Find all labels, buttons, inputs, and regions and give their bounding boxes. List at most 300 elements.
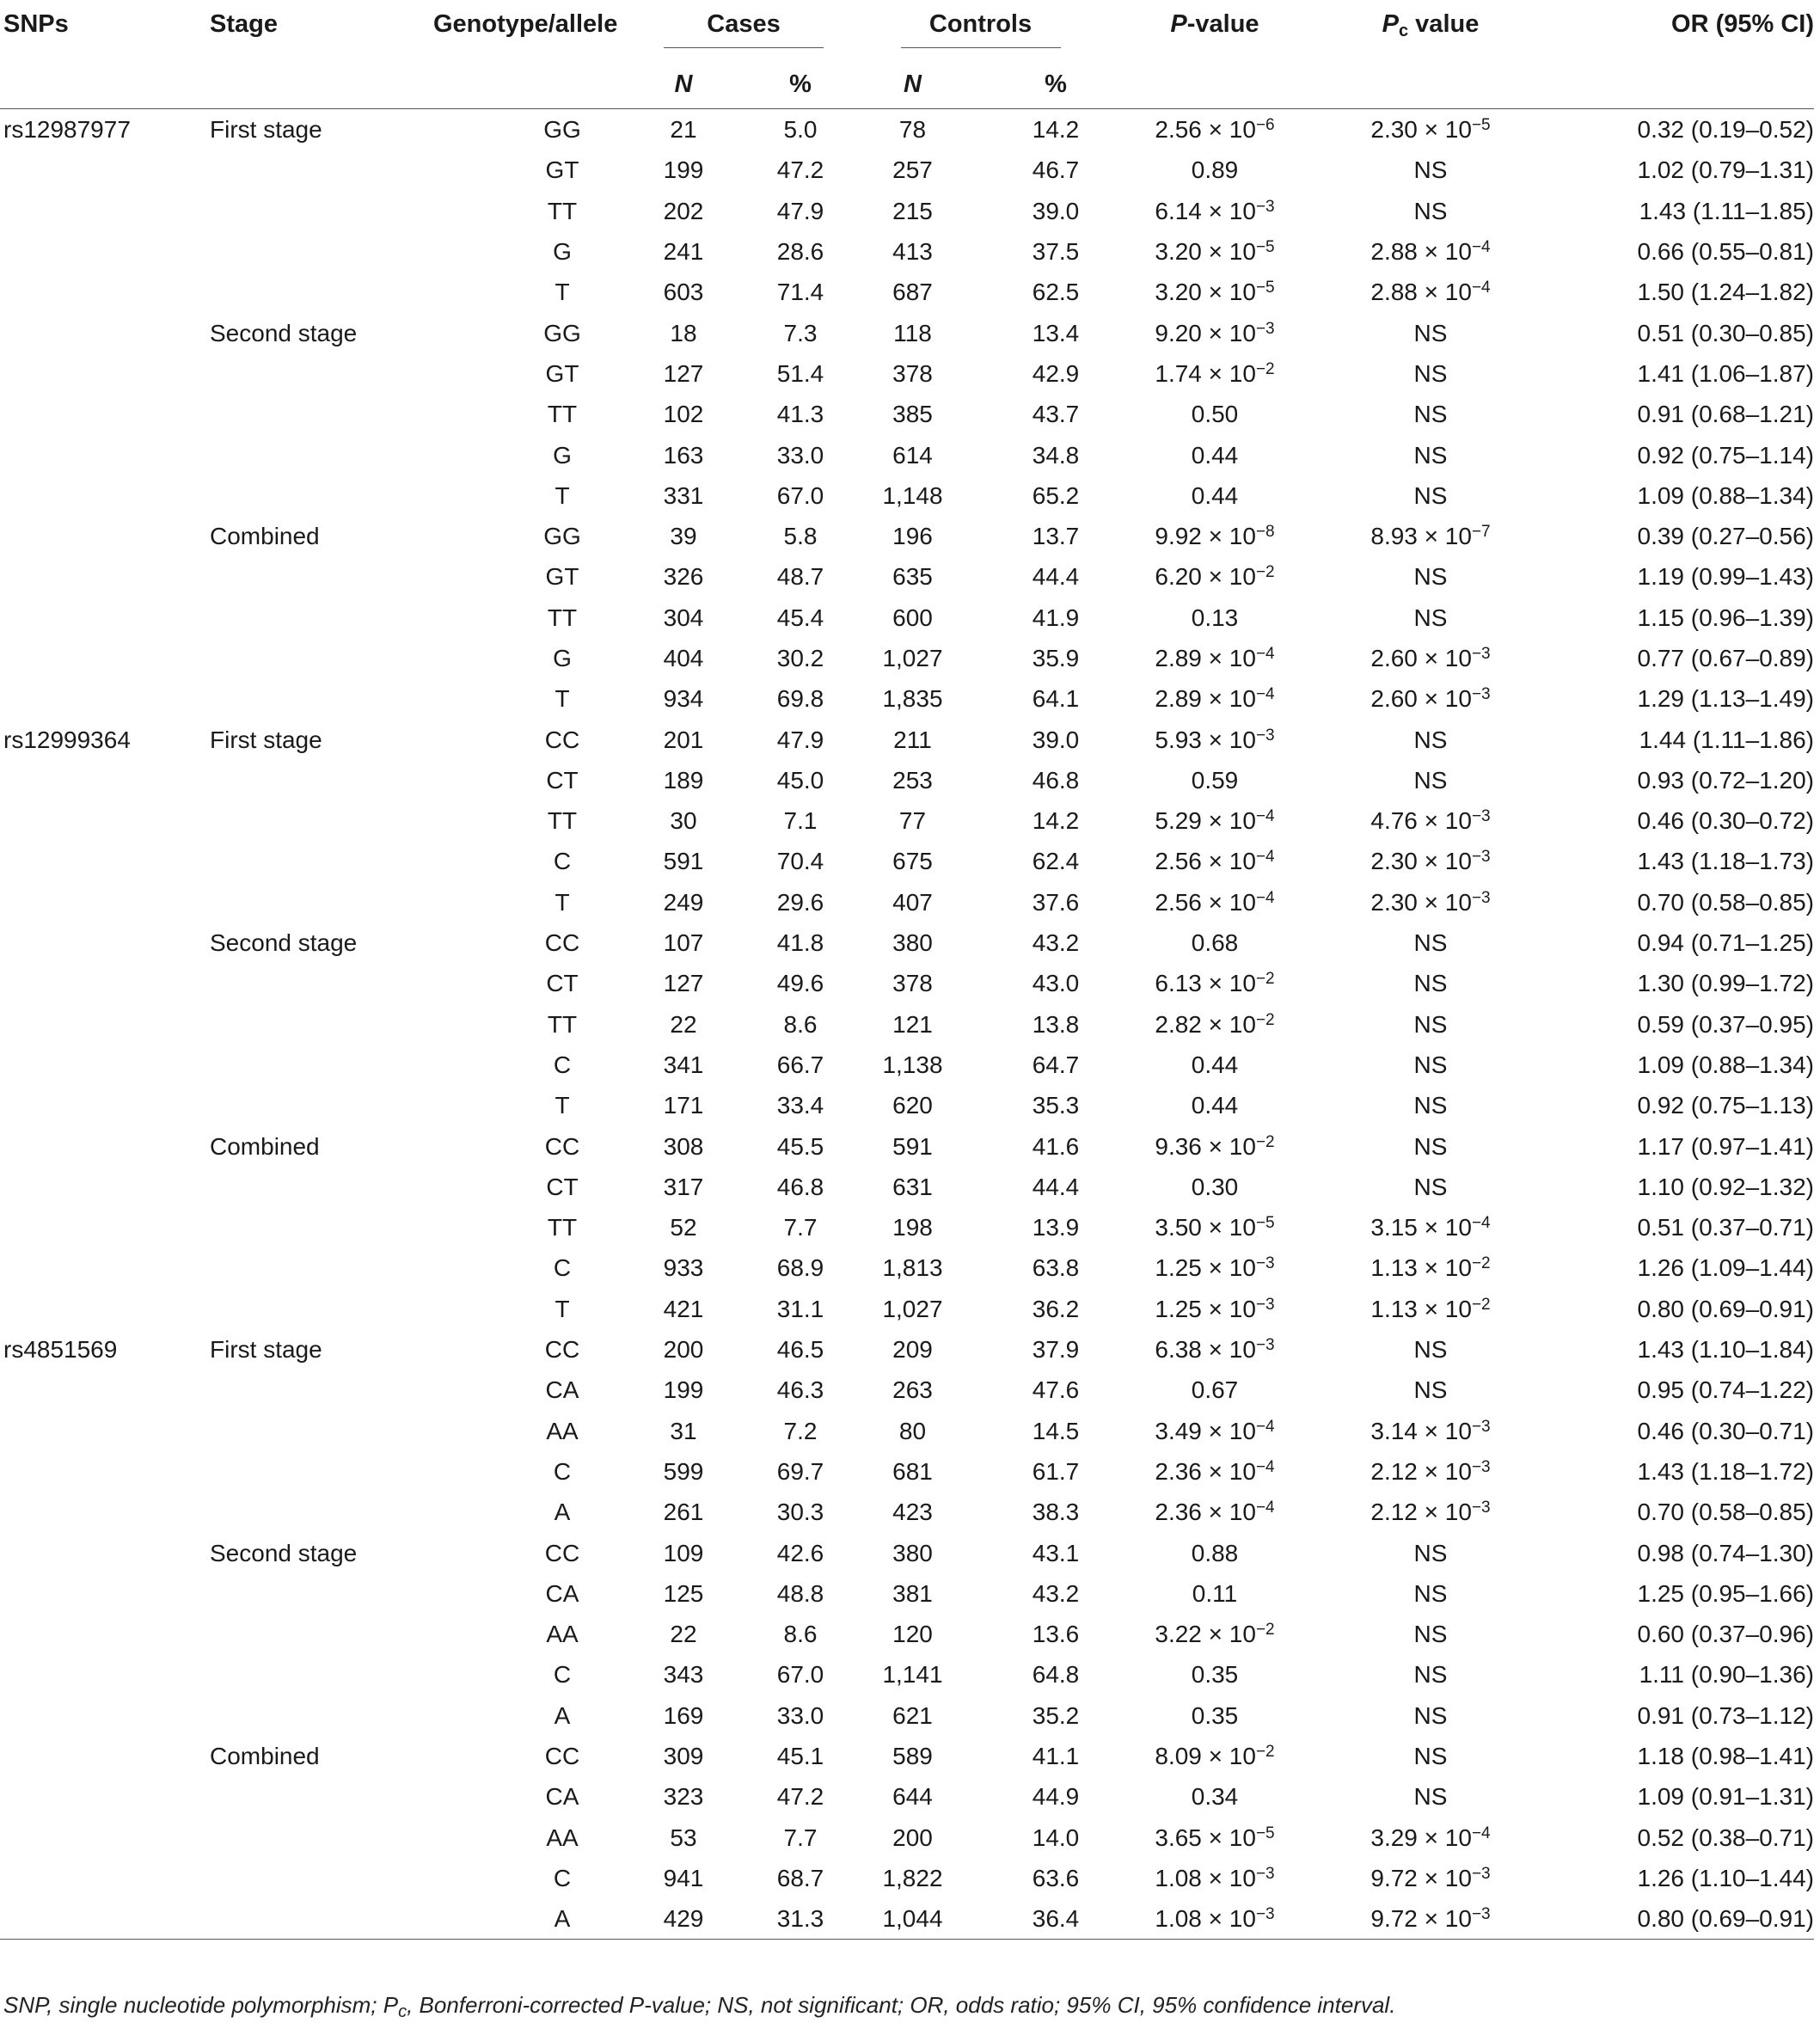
table-row: [0, 1736, 1814, 1776]
table-row: [0, 1085, 1814, 1125]
cell-or: 1.50 (1.24–1.82): [1637, 279, 1814, 306]
cell-genotype: TT: [547, 1214, 578, 1241]
pc-base: NS: [1413, 1092, 1448, 1119]
cell-or: 1.43 (1.18–1.73): [1637, 848, 1814, 875]
cell-pvalue: [1110, 1247, 1320, 1288]
pc-base: 9.72 × 10: [1370, 1864, 1472, 1891]
header-cases-n: N: [636, 60, 722, 109]
cell-or: 0.91 (0.73–1.12): [1637, 1701, 1814, 1729]
pvalue-exponent: −2: [1255, 1132, 1275, 1151]
cell-stage: [210, 963, 428, 1003]
cell-controls-pct: 64.1: [1032, 685, 1080, 713]
pvalue-base: 0.35: [1191, 1701, 1239, 1729]
cell-snp: [0, 1898, 210, 1940]
pvalue-base: 6.13 × 10: [1155, 970, 1256, 997]
pvalue-exponent: −4: [1255, 848, 1275, 867]
cell-pc-value: [1320, 231, 1541, 272]
cell-cases-pct: 8.6: [783, 1621, 818, 1648]
cell-cases-n: 934: [663, 685, 704, 713]
cell-stage: First stage: [210, 1336, 322, 1364]
cell-cases-n: 317: [663, 1173, 704, 1200]
pvalue-exponent: −3: [1255, 197, 1275, 216]
cell-cases-pct: 68.9: [776, 1254, 824, 1282]
cell-controls-pct: 13.6: [1032, 1621, 1080, 1648]
pc-exponent: −3: [1471, 1417, 1491, 1436]
cell-controls-pct: 41.9: [1032, 604, 1080, 631]
pc-exponent: −4: [1471, 1824, 1491, 1842]
cell-genotype: C: [553, 1051, 572, 1078]
pc-exponent: −4: [1471, 279, 1491, 297]
pvalue-base: 0.44: [1191, 1051, 1239, 1078]
cell-genotype: T: [555, 685, 570, 713]
cell-cases-n: 261: [663, 1499, 704, 1526]
cell-pc-value: [1320, 1695, 1541, 1736]
cell-cases-pct: 68.7: [776, 1864, 824, 1891]
cell-controls-n: 121: [892, 1010, 933, 1038]
pvalue-exponent: −5: [1255, 238, 1275, 257]
pvalue-base: 3.50 × 10: [1155, 1214, 1256, 1241]
cell-or: 0.66 (0.55–0.81): [1637, 238, 1814, 266]
cell-genotype: TT: [547, 1010, 578, 1038]
cell-genotype: TT: [547, 604, 578, 631]
cell-pvalue: [1110, 109, 1320, 150]
cell-stage: Second stage: [210, 1539, 358, 1566]
pc-base: NS: [1413, 1743, 1448, 1770]
cell-cases-pct: 29.6: [776, 888, 824, 916]
cell-genotype: C: [553, 1254, 572, 1282]
cell-or: 1.44 (1.11–1.86): [1639, 726, 1814, 753]
cell-controls-pct: 38.3: [1032, 1499, 1080, 1526]
cell-cases-pct: 7.3: [783, 319, 818, 346]
cell-stage: [210, 272, 428, 312]
cell-snp: [0, 800, 210, 841]
cell-cases-pct: 45.5: [776, 1132, 824, 1160]
cell-controls-n: 196: [892, 523, 933, 550]
header-spacer: [1541, 60, 1814, 109]
cell-genotype: C: [553, 848, 572, 875]
table-row: [0, 1451, 1814, 1492]
header-pc-rest: value: [1408, 10, 1480, 38]
cell-stage: [210, 556, 428, 597]
header-spacer: [210, 60, 428, 109]
cell-controls-pct: 43.0: [1032, 970, 1080, 997]
cell-snp: [0, 434, 210, 475]
header-genotype: Genotype/allele: [433, 10, 618, 38]
cell-controls-pct: 41.1: [1032, 1743, 1080, 1770]
cell-snp: [0, 1370, 210, 1410]
pc-exponent: −4: [1471, 1214, 1491, 1233]
cell-stage: First stage: [210, 116, 322, 144]
cell-pc-value: [1320, 312, 1541, 352]
cell-pvalue: [1110, 150, 1320, 190]
pc-base: 9.72 × 10: [1370, 1905, 1472, 1933]
cell-cases-pct: 46.5: [776, 1336, 824, 1364]
cell-snp: [0, 1004, 210, 1045]
cell-genotype: CA: [545, 1579, 579, 1607]
table-row: [0, 1532, 1814, 1572]
cell-pvalue: [1110, 1817, 1320, 1857]
cell-snp: [0, 272, 210, 312]
cell-pvalue: [1110, 1451, 1320, 1492]
cell-cases-pct: 33.4: [776, 1092, 824, 1119]
cell-stage: [210, 1776, 428, 1817]
cell-pvalue: [1110, 434, 1320, 475]
pvalue-base: 0.59: [1191, 766, 1239, 794]
cell-controls-n: 200: [892, 1824, 933, 1851]
cell-stage: [210, 434, 428, 475]
table-row: [0, 150, 1814, 190]
cell-pc-value: [1320, 1289, 1541, 1329]
cell-stage: [210, 1370, 428, 1410]
pc-base: NS: [1413, 1539, 1448, 1566]
cell-cases-n: 18: [670, 319, 697, 346]
cell-controls-n: 77: [898, 807, 927, 835]
cell-controls-pct: 39.0: [1032, 726, 1080, 753]
cell-controls-n: 118: [893, 319, 932, 346]
cell-stage: Combined: [210, 523, 320, 550]
pvalue-exponent: −8: [1255, 523, 1275, 542]
cell-cases-pct: 47.9: [776, 197, 824, 224]
cell-pc-value: [1320, 1654, 1541, 1695]
pvalue-exponent: −4: [1255, 1457, 1275, 1476]
cell-genotype: CC: [544, 1336, 580, 1364]
pvalue-exponent: −2: [1255, 563, 1275, 582]
cell-stage: [210, 191, 428, 231]
cell-cases-pct: 7.7: [783, 1214, 818, 1241]
cell-pvalue: [1110, 394, 1320, 434]
cell-controls-n: 591: [892, 1132, 933, 1160]
pc-base: 8.93 × 10: [1370, 523, 1472, 550]
cell-genotype: CA: [545, 1376, 579, 1404]
cell-snp: [0, 1654, 210, 1695]
cell-controls-pct: 44.4: [1032, 563, 1080, 591]
cell-pvalue: [1110, 678, 1320, 719]
cell-pvalue: [1110, 963, 1320, 1003]
cell-stage: [210, 1085, 428, 1125]
cell-pvalue: [1110, 882, 1320, 923]
cell-pc-value: [1320, 1207, 1541, 1247]
cell-genotype: A: [554, 1701, 571, 1729]
cell-or: 0.94 (0.71–1.25): [1637, 929, 1814, 957]
pvalue-base: 1.25 × 10: [1155, 1254, 1256, 1282]
table-row: [0, 1411, 1814, 1451]
pvalue-base: 3.20 × 10: [1155, 238, 1256, 266]
cell-controls-n: 78: [898, 116, 927, 144]
pc-base: 2.12 × 10: [1370, 1499, 1472, 1526]
cell-or: 1.41 (1.06–1.87): [1637, 359, 1814, 387]
cell-pc-value: [1320, 1817, 1541, 1857]
cell-or: 1.10 (0.92–1.32): [1637, 1173, 1814, 1200]
table-row: [0, 231, 1814, 272]
cell-stage: [210, 1004, 428, 1045]
snp-association-table: [0, 10, 1814, 1940]
pvalue-base: 9.92 × 10: [1155, 523, 1256, 550]
cell-snp: [0, 1573, 210, 1614]
cell-or: 0.46 (0.30–0.72): [1637, 807, 1814, 835]
cell-pc-value: [1320, 1004, 1541, 1045]
cell-controls-n: 1,027: [882, 1295, 943, 1322]
cell-controls-n: 1,822: [882, 1864, 943, 1891]
cell-cases-n: 21: [670, 116, 697, 144]
cell-snp: [0, 1614, 210, 1654]
cell-snp: [0, 475, 210, 516]
cell-pvalue: [1110, 475, 1320, 516]
pvalue-base: 1.08 × 10: [1155, 1864, 1256, 1891]
pvalue-base: 0.30: [1191, 1173, 1239, 1200]
cell-pc-value: [1320, 963, 1541, 1003]
cell-or: 0.80 (0.69–0.91): [1637, 1295, 1814, 1322]
table-row: [0, 1370, 1814, 1410]
cell-cases-n: 127: [663, 359, 704, 387]
cell-or: 0.98 (0.74–1.30): [1637, 1539, 1814, 1566]
cell-stage: [210, 841, 428, 881]
header-pc-sub: c: [1399, 21, 1409, 40]
table-row: [0, 1289, 1814, 1329]
pc-base: NS: [1413, 359, 1448, 387]
table-row: [0, 1614, 1814, 1654]
pvalue-exponent: −3: [1255, 1905, 1275, 1924]
table-footnote: [3, 1992, 1395, 2019]
cell-stage: [210, 1573, 428, 1614]
cell-pc-value: [1320, 1167, 1541, 1207]
cell-genotype: AA: [546, 1417, 579, 1444]
cell-cases-pct: 33.0: [776, 441, 824, 469]
cell-controls-n: 1,027: [882, 645, 943, 671]
cell-controls-pct: 37.6: [1032, 888, 1080, 916]
cell-snp: [0, 191, 210, 231]
cell-pvalue: [1110, 272, 1320, 312]
cell-stage: [210, 353, 428, 394]
header-pvalue-rest: -value: [1186, 10, 1259, 38]
cell-cases-n: 591: [663, 848, 704, 875]
cell-pc-value: [1320, 678, 1541, 719]
table-row: [0, 1898, 1814, 1940]
cell-or: 0.51 (0.30–0.85): [1637, 319, 1814, 346]
cell-stage: [210, 1492, 428, 1532]
pvalue-exponent: −2: [1255, 1743, 1275, 1762]
cell-cases-n: 127: [663, 970, 704, 997]
footnote-part2: , Bonferroni-corrected P-value; NS, not significant; OR, odds ratio; 95% CI, 95% confidence interval.: [407, 1992, 1396, 2018]
cell-controls-pct: 37.9: [1032, 1336, 1080, 1364]
cell-snp: [0, 1289, 210, 1329]
pvalue-base: 0.68: [1191, 929, 1239, 957]
cell-pvalue: [1110, 923, 1320, 963]
cell-genotype: CC: [544, 929, 580, 957]
cell-cases-pct: 47.2: [776, 1783, 824, 1811]
cell-pvalue: [1110, 841, 1320, 881]
cell-or: 0.92 (0.75–1.13): [1637, 1092, 1814, 1119]
pvalue-base: 5.93 × 10: [1155, 726, 1256, 753]
cell-or: 0.93 (0.72–1.20): [1637, 766, 1814, 794]
cell-controls-pct: 64.7: [1032, 1051, 1080, 1078]
pvalue-exponent: −4: [1255, 685, 1275, 704]
cell-genotype: T: [555, 888, 570, 916]
header-spacer: [428, 60, 636, 109]
pc-base: 2.30 × 10: [1370, 848, 1472, 875]
cell-pc-value: [1320, 1451, 1541, 1492]
cell-genotype: GT: [545, 359, 579, 387]
pvalue-base: 5.29 × 10: [1155, 807, 1256, 835]
header-or: OR (95% CI): [1671, 10, 1814, 38]
pvalue-exponent: −2: [1255, 1621, 1275, 1640]
cell-controls-pct: 14.0: [1032, 1824, 1080, 1851]
cell-controls-pct: 13.8: [1032, 1010, 1080, 1038]
table-row: [0, 1776, 1814, 1817]
cell-or: 1.15 (0.96–1.39): [1637, 604, 1814, 631]
cell-pvalue: [1110, 556, 1320, 597]
cell-genotype: TT: [547, 807, 578, 835]
pvalue-base: 0.44: [1191, 1092, 1239, 1119]
cell-pc-value: [1320, 1085, 1541, 1125]
cell-pvalue: [1110, 1573, 1320, 1614]
cell-snp: [0, 1247, 210, 1288]
cell-cases-pct: 71.4: [776, 279, 824, 306]
cell-controls-pct: 44.9: [1032, 1783, 1080, 1811]
cell-cases-pct: 46.3: [776, 1376, 824, 1404]
table-row: [0, 963, 1814, 1003]
cell-cases-n: 199: [663, 156, 704, 184]
pc-exponent: −3: [1471, 685, 1491, 704]
pvalue-base: 3.49 × 10: [1155, 1417, 1256, 1444]
cell-controls-n: 675: [892, 848, 933, 875]
cell-controls-n: 263: [892, 1376, 933, 1404]
cell-cases-pct: 7.1: [783, 807, 818, 835]
cell-pc-value: [1320, 1573, 1541, 1614]
cell-snp: rs4851569: [3, 1336, 118, 1364]
cell-genotype: GG: [543, 523, 581, 550]
cell-controls-n: 381: [892, 1579, 933, 1607]
cell-cases-n: 404: [663, 645, 704, 671]
cell-cases-pct: 8.6: [783, 1010, 818, 1038]
cell-snp: [0, 1411, 210, 1451]
cell-cases-n: 941: [663, 1864, 704, 1891]
cell-or: 0.59 (0.37–0.95): [1637, 1010, 1814, 1038]
cell-controls-pct: 35.9: [1032, 645, 1080, 671]
cell-cases-n: 102: [663, 401, 704, 428]
cell-or: 1.18 (0.98–1.41): [1637, 1743, 1814, 1770]
pc-base: NS: [1413, 1010, 1448, 1038]
cell-controls-pct: 62.5: [1032, 279, 1080, 306]
pvalue-base: 1.25 × 10: [1155, 1295, 1256, 1322]
cell-stage: [210, 1247, 428, 1288]
cell-stage: [210, 1207, 428, 1247]
table-row: [0, 719, 1814, 759]
cell-or: 0.92 (0.75–1.14): [1637, 441, 1814, 469]
cell-cases-n: 202: [663, 197, 704, 224]
pvalue-base: 6.14 × 10: [1155, 197, 1256, 224]
cell-controls-n: 407: [892, 888, 933, 916]
pc-base: NS: [1413, 1173, 1448, 1200]
cell-cases-pct: 67.0: [776, 481, 824, 509]
cell-genotype: C: [553, 1864, 572, 1891]
table-row: [0, 312, 1814, 352]
cell-controls-n: 681: [892, 1457, 933, 1485]
cell-cases-pct: 69.8: [776, 685, 824, 713]
cell-or: 1.09 (0.91–1.31): [1637, 1783, 1814, 1811]
pc-base: NS: [1413, 1621, 1448, 1648]
table-row: [0, 1247, 1814, 1288]
cell-pc-value: [1320, 1045, 1541, 1085]
cell-pvalue: [1110, 1411, 1320, 1451]
cell-or: 0.80 (0.69–0.91): [1541, 1898, 1814, 1940]
cell-genotype: T: [555, 279, 570, 306]
cell-pc-value: [1320, 1736, 1541, 1776]
pc-base: NS: [1413, 1661, 1448, 1689]
cell-pc-value: [1320, 394, 1541, 434]
cell-genotype: CT: [546, 766, 579, 794]
cell-or: 0.51 (0.37–0.71): [1637, 1214, 1814, 1241]
cell-genotype: CA: [545, 1783, 579, 1811]
cell-cases-pct: 47.2: [776, 156, 824, 184]
pc-exponent: −3: [1471, 888, 1491, 907]
pvalue-exponent: −4: [1255, 888, 1275, 907]
cell-snp: [0, 353, 210, 394]
pvalue-base: 0.35: [1191, 1661, 1239, 1689]
cell-pc-value: [1320, 923, 1541, 963]
cell-controls-n: 423: [892, 1499, 933, 1526]
cell-controls-pct: 36.2: [1032, 1295, 1080, 1322]
cell-stage: [210, 882, 428, 923]
cell-pc-value: [1320, 1532, 1541, 1572]
cell-cases-pct: 33.0: [776, 1701, 824, 1729]
pvalue-exponent: −3: [1255, 1336, 1275, 1355]
cell-stage: [210, 1654, 428, 1695]
cell-pvalue: [1110, 1736, 1320, 1776]
pc-base: NS: [1413, 766, 1448, 794]
cell-snp: [0, 1085, 210, 1125]
pc-base: 2.60 × 10: [1370, 645, 1472, 671]
cell-controls-n: 385: [892, 401, 933, 428]
cell-cases-pct: 69.7: [776, 1457, 824, 1485]
header-controls: [851, 10, 1110, 60]
header-stage: Stage: [210, 10, 278, 38]
cell-pvalue: [1110, 719, 1320, 759]
cell-cases-pct: 47.9: [776, 726, 824, 753]
table-row: [0, 1492, 1814, 1532]
cell-cases-n: 52: [670, 1214, 697, 1241]
cell-controls-n: 614: [892, 441, 933, 469]
cell-pvalue: [1110, 1329, 1320, 1370]
cell-pvalue: [1110, 1776, 1320, 1817]
cell-controls-n: 1,813: [882, 1254, 943, 1282]
cell-or: 1.26 (1.10–1.44): [1637, 1864, 1814, 1891]
cell-snp: [0, 1167, 210, 1207]
cell-controls-n: 644: [892, 1783, 933, 1811]
pc-base: 2.12 × 10: [1370, 1457, 1472, 1485]
cell-controls-n: 589: [892, 1743, 933, 1770]
cell-genotype: CT: [546, 1173, 579, 1200]
cell-or: 0.70 (0.58–0.85): [1637, 1499, 1814, 1526]
cell-controls-pct: 61.7: [1032, 1457, 1080, 1485]
cell-pc-value: [1320, 1614, 1541, 1654]
cell-pc-value: [1320, 1898, 1541, 1940]
cell-controls-pct: 43.7: [1032, 401, 1080, 428]
cell-cases-pct: 7.2: [783, 1417, 818, 1444]
pc-base: 3.15 × 10: [1370, 1214, 1472, 1241]
cell-pvalue: [1110, 800, 1320, 841]
cell-cases-pct: 48.8: [776, 1579, 824, 1607]
table-row: [0, 882, 1814, 923]
cell-pvalue: [1110, 1045, 1320, 1085]
cell-stage: [210, 394, 428, 434]
cell-pvalue: [1110, 312, 1320, 352]
cell-controls-pct: 63.8: [1032, 1254, 1080, 1282]
cell-cases-n: 163: [663, 441, 704, 469]
cell-snp: [0, 556, 210, 597]
cell-pvalue: [1110, 1085, 1320, 1125]
cell-genotype: G: [553, 645, 572, 671]
cell-cases-pct: 5.8: [783, 523, 818, 550]
